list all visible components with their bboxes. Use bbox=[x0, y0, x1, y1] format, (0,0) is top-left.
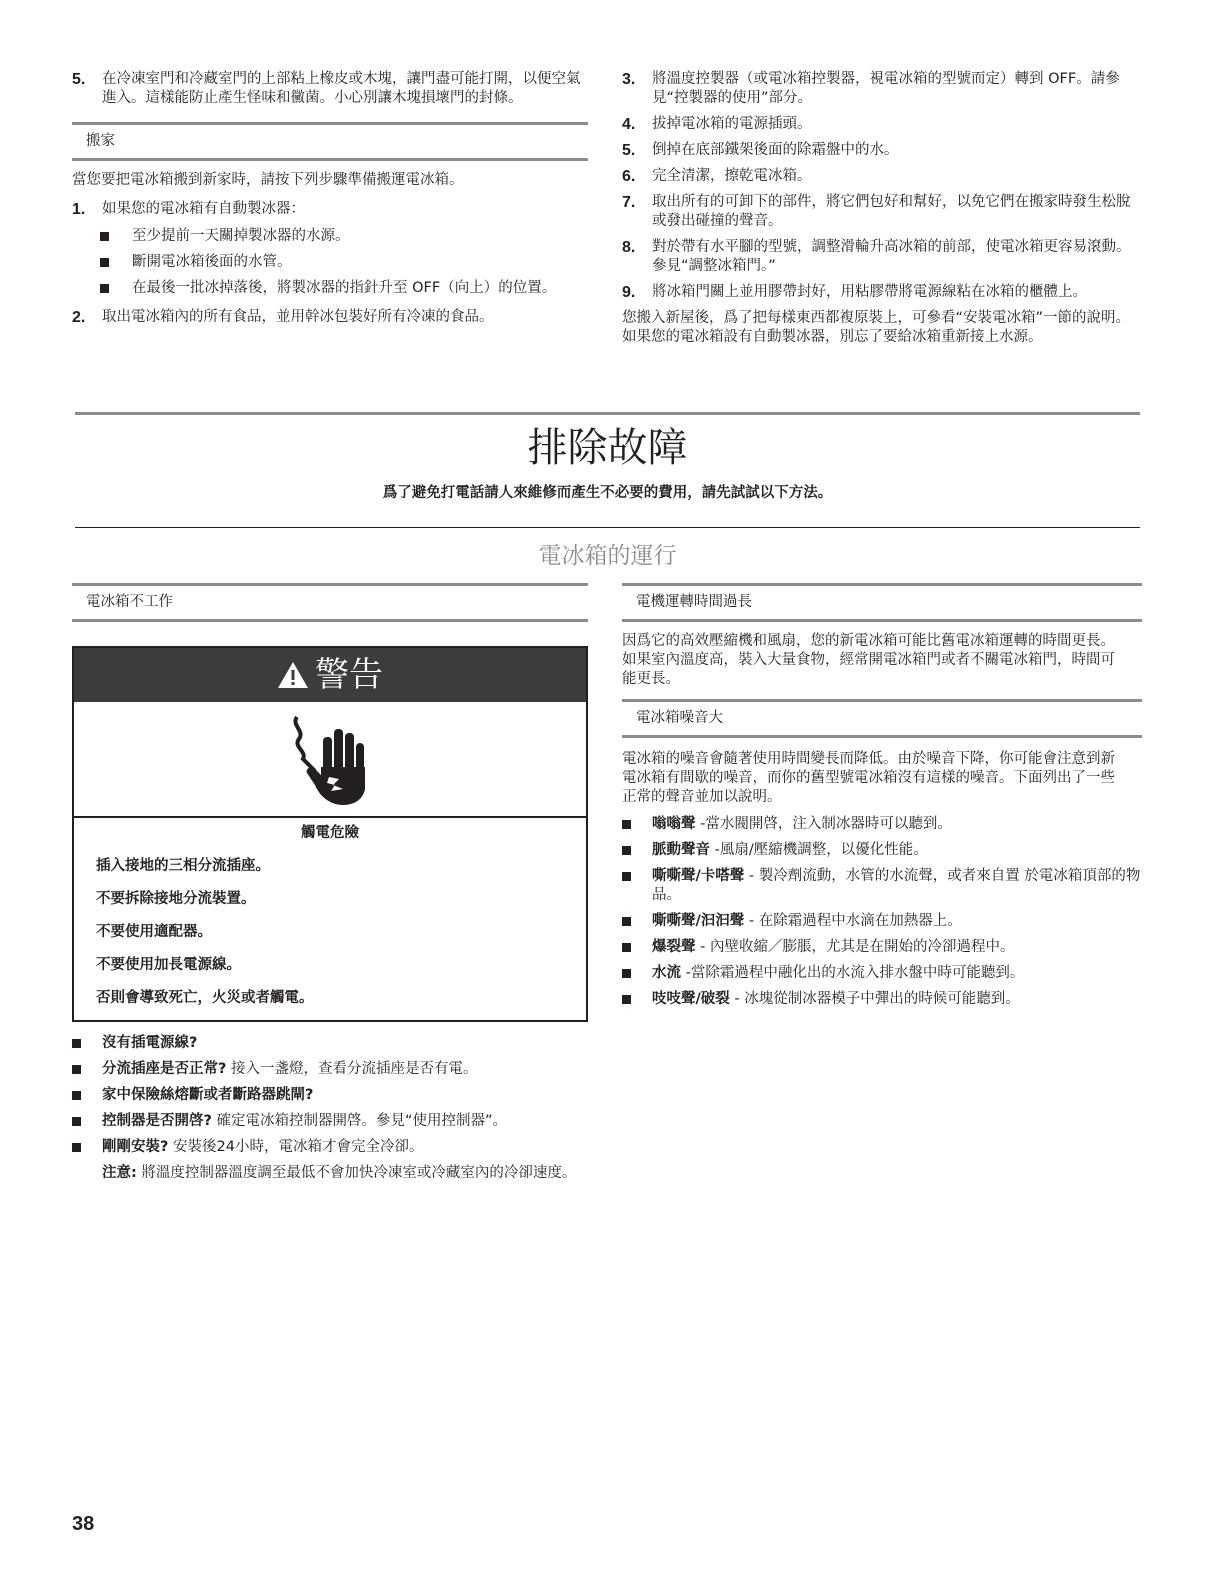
list-item bbox=[622, 283, 1142, 302]
bullet-icon bbox=[100, 284, 109, 293]
bullet-item bbox=[72, 1034, 588, 1053]
check-question: 家中保險絲熔斷或者斷路器跳閘? bbox=[102, 1087, 314, 1103]
bullet-text: 在最後一批冰掉落後，將製冰器的指針升至 OFF（向上）的位置。 bbox=[132, 280, 557, 296]
sound-name: 爆裂聲 bbox=[652, 939, 696, 955]
hazard-title: 觸電危險 bbox=[301, 825, 359, 841]
item-text: 取出電冰箱內的所有食品，並用幹冰包裝好所有冷凍的食品。 bbox=[102, 309, 494, 325]
bullet-text: 斷開電冰箱後面的水管。 bbox=[132, 254, 292, 270]
list-item bbox=[72, 200, 588, 298]
bullet-item bbox=[72, 1112, 588, 1131]
list-item bbox=[622, 238, 1142, 276]
warning-line: 插入接地的三相分流插座。 bbox=[96, 858, 270, 874]
bullet-icon bbox=[72, 1117, 81, 1126]
bullet-item bbox=[622, 964, 1142, 983]
bullet-text: 至少提前一天關掉製冰器的水源。 bbox=[132, 228, 350, 244]
list-item bbox=[622, 193, 1142, 231]
warning-triangle-icon bbox=[277, 661, 309, 689]
item-number: 6. bbox=[622, 168, 636, 185]
section-header-not-working bbox=[72, 583, 588, 622]
electric-shock-hazard bbox=[74, 702, 586, 818]
item-number: 8. bbox=[622, 239, 636, 256]
electric-shock-hand-icon bbox=[285, 711, 375, 807]
check-answer: 確定電冰箱控制器開啓。參見“使用控制器”。 bbox=[211, 1113, 508, 1129]
bullet-icon bbox=[622, 917, 631, 926]
sound-name: 水流 bbox=[652, 965, 681, 981]
list-item bbox=[622, 167, 1142, 186]
item-number: 2. bbox=[72, 309, 86, 326]
warning-header bbox=[74, 648, 586, 702]
item-text: 倒掉在底部鐵架後面的除霜盤中的水。 bbox=[652, 142, 899, 158]
bullet-item bbox=[72, 279, 588, 298]
right-top-column bbox=[622, 70, 1142, 347]
check-answer: 接入一盞燈，查看分流插座是否有電。 bbox=[226, 1061, 478, 1077]
page-subtitle: 爲了避免打電話請人來維修而產生不必要的費用，請先試試以下方法。 bbox=[382, 485, 833, 501]
note bbox=[72, 1164, 588, 1183]
note-text: 將溫度控制器溫度調至最低不會加快冷凍室或冷藏室內的冷卻速度。 bbox=[136, 1165, 577, 1181]
item-text: 拔掉電冰箱的電源插頭。 bbox=[652, 116, 812, 132]
bullet-item bbox=[72, 1138, 588, 1157]
sound-description: - 製冷劑流動，水管的水流聲，或者來自置 於電冰箱頂部的物品。 bbox=[652, 868, 1141, 903]
bullet-icon bbox=[72, 1091, 81, 1100]
sound-description: -當水閥開啓，注入制冰器時可以聽到。 bbox=[695, 816, 952, 832]
bullet-icon bbox=[622, 969, 631, 978]
bullet-icon bbox=[622, 943, 631, 952]
bullet-item bbox=[72, 227, 588, 246]
warning-label: 警告 bbox=[315, 654, 383, 695]
list-item bbox=[622, 141, 1142, 160]
right-bottom-column bbox=[622, 583, 1142, 1016]
section-header-label: 電冰箱噪音大 bbox=[636, 710, 723, 726]
bullet-icon bbox=[72, 1065, 81, 1074]
sound-name: 吱吱聲/破裂 bbox=[652, 991, 730, 1007]
sound-name: 脈動聲音 bbox=[652, 842, 710, 858]
check-question: 沒有插電源線? bbox=[102, 1035, 198, 1051]
item-text: 取出所有的可卸下的部件，將它們包好和幫好，以免它們在搬家時發生松脫或發出碰撞的聲音。 bbox=[652, 194, 1131, 229]
section-header-motor bbox=[622, 583, 1142, 622]
item-text: 完全清潔，擦乾電冰箱。 bbox=[652, 168, 812, 184]
bullet-icon bbox=[100, 258, 109, 267]
noise-intro: 電冰箱的噪音會隨著使用時間變長而降低。由於噪音下降，你可能會注意到新電冰箱有間歇的噪音，而你的舊型號電冰箱沒有這樣的噪音。下面列出了一些正常的聲音並加以說明。 bbox=[622, 751, 1115, 805]
motor-text: 因爲它的高效壓縮機和風扇，您的新電冰箱可能比舊電冰箱運轉的時間更長。如果室內溫度高，裝入大量食物，經常開電冰箱門或者不關電冰箱門，時間可能更長。 bbox=[622, 633, 1115, 687]
page-title: 排除故障 bbox=[527, 425, 688, 471]
bullet-item bbox=[72, 1086, 588, 1105]
warning-line: 不要拆除接地分流裝置。 bbox=[96, 891, 256, 907]
sound-name: 嗡嗡聲 bbox=[652, 816, 696, 832]
check-question: 分流插座是否正常? bbox=[102, 1061, 227, 1077]
bullet-item bbox=[622, 867, 1142, 905]
rule-top bbox=[75, 412, 1140, 415]
sound-description: - 在除霜過程中水滴在加熱器上。 bbox=[744, 913, 962, 929]
bullet-item bbox=[622, 912, 1142, 931]
sound-description: -當除霜過程中融化出的水流入排水盤中時可能聽到。 bbox=[681, 965, 1025, 981]
item-number: 5. bbox=[72, 71, 86, 88]
item-text: 在冷凍室門和冷藏室門的上部粘上橡皮或木塊，讓門盡可能打開，以便空氣進入。這樣能防止產生怪味和黴菌。小心別讓木塊損壞門的封條。 bbox=[102, 71, 581, 106]
warning-line: 否則會導致死亡，火災或者觸電。 bbox=[96, 990, 314, 1006]
item-text: 對於帶有水平腳的型號，調整滑輪升高冰箱的前部，使電冰箱更容易滾動。參見“調整冰箱門。” bbox=[652, 239, 1131, 274]
bullet-icon bbox=[622, 872, 631, 881]
sound-description: -風扇/壓縮機調整，以優化性能。 bbox=[710, 842, 928, 858]
left-top-column bbox=[72, 70, 588, 334]
page-number: 38 bbox=[72, 1513, 95, 1535]
bullet-item bbox=[622, 938, 1142, 957]
sound-description: - 冰塊從制冰器模子中彈出的時候可能聽到。 bbox=[729, 991, 1020, 1007]
item-number: 7. bbox=[622, 194, 636, 211]
bullet-item bbox=[72, 253, 588, 272]
item-text: 如果您的電冰箱有自動製冰器： bbox=[102, 201, 305, 217]
not-working-column bbox=[72, 583, 588, 622]
section-header-moving bbox=[72, 122, 588, 161]
list-item bbox=[622, 115, 1142, 134]
bullet-item bbox=[622, 815, 1142, 834]
item-number: 5. bbox=[622, 142, 636, 159]
item-number: 3. bbox=[622, 71, 636, 88]
checks-list bbox=[72, 1034, 588, 1183]
note-label: 注意: bbox=[102, 1165, 137, 1181]
bullet-icon bbox=[622, 846, 631, 855]
list-item bbox=[72, 308, 588, 327]
item-number: 9. bbox=[622, 284, 636, 301]
list-item bbox=[622, 70, 1142, 108]
sound-description: - 內壁收縮／膨脹，尤其是在開始的冷卻過程中。 bbox=[695, 939, 1015, 955]
item-number: 1. bbox=[72, 201, 86, 218]
warning-box bbox=[72, 646, 588, 1022]
bullet-item bbox=[72, 1060, 588, 1079]
bullet-item bbox=[622, 990, 1142, 1009]
bullet-icon bbox=[72, 1143, 81, 1152]
warning-line: 不要使用適配器。 bbox=[96, 924, 212, 940]
check-question: 控制器是否開啓? bbox=[102, 1113, 212, 1129]
bullet-item bbox=[622, 841, 1142, 860]
item-number: 4. bbox=[622, 116, 636, 133]
sound-name: 嘶嘶聲/汩汩聲 bbox=[652, 913, 745, 929]
item-text: 將溫度控製器（或電冰箱控製器，視電冰箱的型號而定）轉到 OFF。請參見“控製器的使用”部分。 bbox=[652, 71, 1120, 106]
check-answer: 安裝後24小時，電冰箱才會完全冷卻。 bbox=[168, 1139, 424, 1155]
bullet-icon bbox=[622, 995, 631, 1004]
section-title: 電冰箱的運行 bbox=[538, 543, 677, 569]
after-move-text: 您搬入新屋後，爲了把每樣東西都複原裝上，可參看“安裝電冰箱”一節的說明。如果您的電冰箱設有自動製冰器，別忘了要給冰箱重新接上水源。 bbox=[622, 310, 1131, 345]
section-header-label: 電冰箱不工作 bbox=[86, 594, 173, 610]
check-question: 剛剛安裝? bbox=[102, 1139, 169, 1155]
section-header-noise bbox=[622, 699, 1142, 738]
sound-name: 嘶嘶聲/卡嗒聲 bbox=[652, 868, 745, 884]
bullet-icon bbox=[72, 1039, 81, 1048]
list-item bbox=[72, 70, 588, 108]
bullet-icon bbox=[100, 232, 109, 241]
section-header-label: 電機運轉時間過長 bbox=[636, 594, 752, 610]
item-text: 將冰箱門關上並用膠帶封好，用粘膠帶將電源線粘在冰箱的櫃體上。 bbox=[652, 284, 1087, 300]
moving-intro: 當您要把電冰箱搬到新家時，請按下列步驟準備搬運電冰箱。 bbox=[72, 172, 464, 188]
section-header-label: 搬家 bbox=[86, 133, 115, 149]
bullet-icon bbox=[622, 820, 631, 829]
sub-list bbox=[72, 227, 588, 298]
rule-middle bbox=[75, 527, 1140, 528]
warning-line: 不要使用加長電源線。 bbox=[96, 957, 241, 973]
